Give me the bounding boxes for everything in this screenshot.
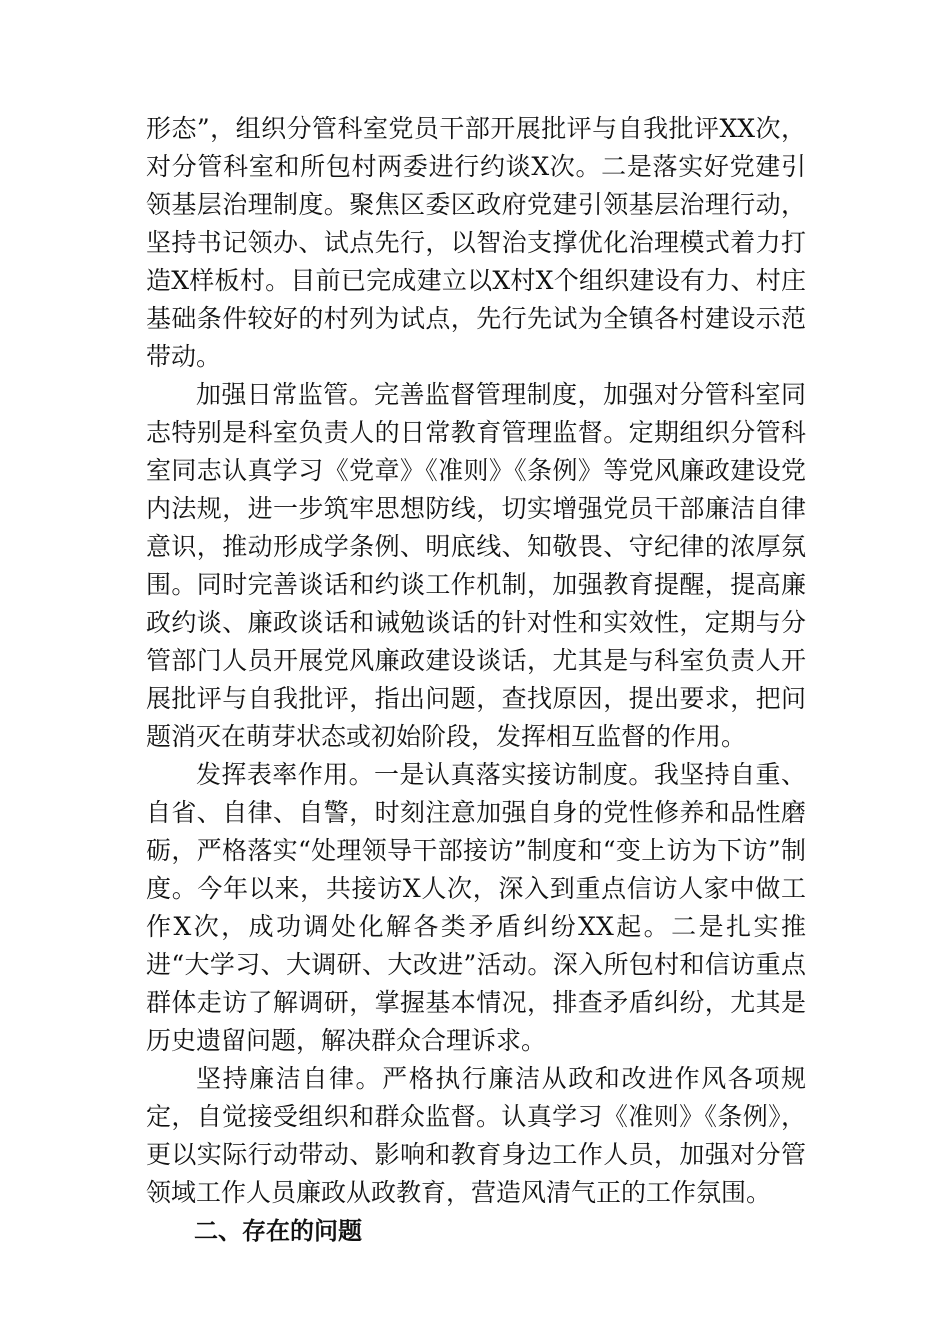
paragraph-exemplary-role: 发挥表率作用。一是认真落实接访制度。我坚持自重、自省、自律、自警，时刻注意加强自身的党性修养和品性磨砺，严格落实“处理领导干部接访”制度和“变上访为下访”制度。今年以来，共接访X人次，深入到重点信访人家中做工作X次，成功调处化解各类矛盾纠纷XX起。二是扎实推进“大学习、大调研、大改进”活动。深入所包村和信访重点群体走访了解调研，掌握基本情况，排查矛盾纠纷，尤其是历史遗留问题，解决群众合理诉求。 [146,760,806,1055]
document-body [146,110,806,1250]
paragraph-continuation: 形态”，组织分管科室党员干部开展批评与自我批评XX次，对分管科室和所包村两委进行约谈X次。二是落实好党建引领基层治理制度。聚焦区委区政府党建引领基层治理行动，坚持书记领办、试点先行，以智治支撑优化治理模式着力打造X样板村。目前已完成建立以X村X个组织建设有力、村庄基础条件较好的村列为试点，先行先试为全镇各村建设示范带动。 [146,114,806,371]
paragraph-daily-supervision: 加强日常监管。完善监督管理制度，加强对分管科室同志特别是科室负责人的日常教育管理监督。定期组织分管科室同志认真学习《党章》《准则》《条例》等党风廉政建设党内法规，进一步筑牢思想防线，切实增强党员干部廉洁自律意识，推动形成学条例、明底线、知敬畏、守纪律的浓厚氛围。同时完善谈话和约谈工作机制，加强教育提醒，提高廉政约谈、廉政谈话和诫勉谈话的针对性和实效性，定期与分管部门人员开展党风廉政建设谈话，尤其是与科室负责人开展批评与自我批评，指出问题，查找原因，提出要求，把问题消灭在萌芽状态或初始阶段，发挥相互监督的作用。 [146,380,806,751]
paragraph-integrity: 坚持廉洁自律。严格执行廉洁从政和改进作风各项规定，自觉接受组织和群众监督。认真学习《准则》《条例》，更以实际行动带动、影响和教育身边工作人员，加强对分管领域工作人员廉政从政教育，营造风清气正的工作氛围。 [146,1064,806,1207]
section-heading: 二、存在的问题 [194,1217,362,1245]
